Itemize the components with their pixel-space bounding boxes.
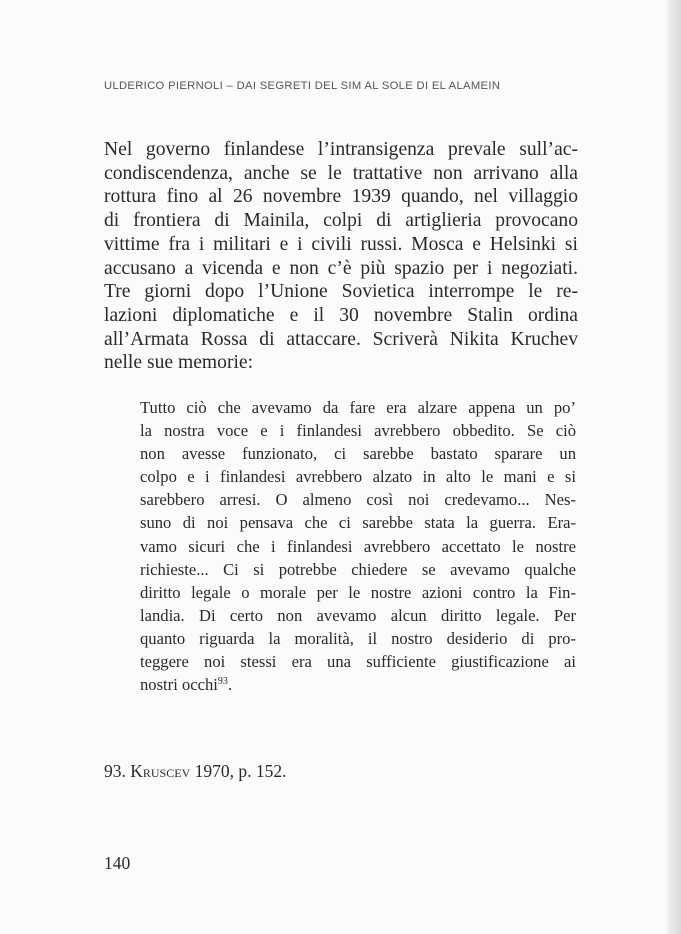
body-paragraph [104,138,578,375]
quote-line: colpo e i finlandesi avrebbero alzato in alto le mani e si [140,467,576,487]
body-line: nelle sue memorie: [104,352,254,374]
body-line: all’Armata Rossa di attaccare. Scriverà Nikita Kruchev [104,328,578,350]
body-line: accusano a vicenda e non c’è più spazio per i negoziati. [104,257,578,279]
quote-line: quanto riguarda la moralità, il nostro desiderio di pro- [140,628,576,648]
body-line: condiscendenza, anche se le trattative non arrivano alla [104,162,578,184]
footnote-citation: 1970, p. 152. [194,761,287,781]
footnote-number: 93. [104,761,126,781]
footnote-reference[interactable]: 93 [217,676,228,688]
footnote-author: Kruscev [130,761,191,781]
quote-end-punctuation: . [227,675,233,695]
quote-last-line [140,673,576,696]
quote-line: diritto legale o morale per le nostre azioni contro la Fin- [140,582,576,602]
quote-line: suno di noi pensava che ci sarebbe stata la guerra. Era- [140,513,576,533]
page-edge-shadow [667,0,681,934]
body-line: rottura fino al 26 novembre 1939 quando, nel villaggio [104,186,578,208]
quote-line: richieste... Ci si potrebbe chiedere se avevamo qualche [140,559,576,579]
running-head: ULDERICO PIERNOLI – DAI SEGRETI DEL SIM AL SOLE DI EL ALAMEIN [104,80,501,92]
quote-line: non avesse funzionato, ci sarebbe bastato sparare un [140,444,576,464]
body-line: di frontiera di Mainila, colpi di artiglieria provocano [104,210,578,232]
quote-line: sarebbero arresi. O almeno così noi credevamo... Nes- [140,490,576,510]
quote-line: Tutto ciò che avevamo da fare era alzare appena un po’ [140,398,576,417]
body-line: Tre giorni dopo l’Unione Sovietica interrompe le re- [104,281,578,303]
body-line: Nel governo finlandese l’intransigenza prevale sull’ac- [104,139,578,160]
body-line: lazioni diplomatiche e il 30 novembre Stalin ordina [104,304,578,326]
quote-line: teggere noi stessi era una sufficiente giustificazione ai [140,652,576,672]
quote-line: landia. Di certo non avevamo alcun diritto legale. Per [140,605,576,625]
block-quote [140,396,576,696]
page-number: 140 [104,853,131,873]
body-line: vittime fra i militari e i civili russi. Mosca e Helsinki si [104,233,578,255]
footnote [104,761,286,782]
quote-line: nostri occhi [140,675,218,695]
quote-line: la nostra voce e i finlandesi avrebbero obbedito. Se ciò [140,421,576,441]
quote-line: vamo sicuri che i finlandesi avrebbero accettato le nostre [140,536,576,556]
